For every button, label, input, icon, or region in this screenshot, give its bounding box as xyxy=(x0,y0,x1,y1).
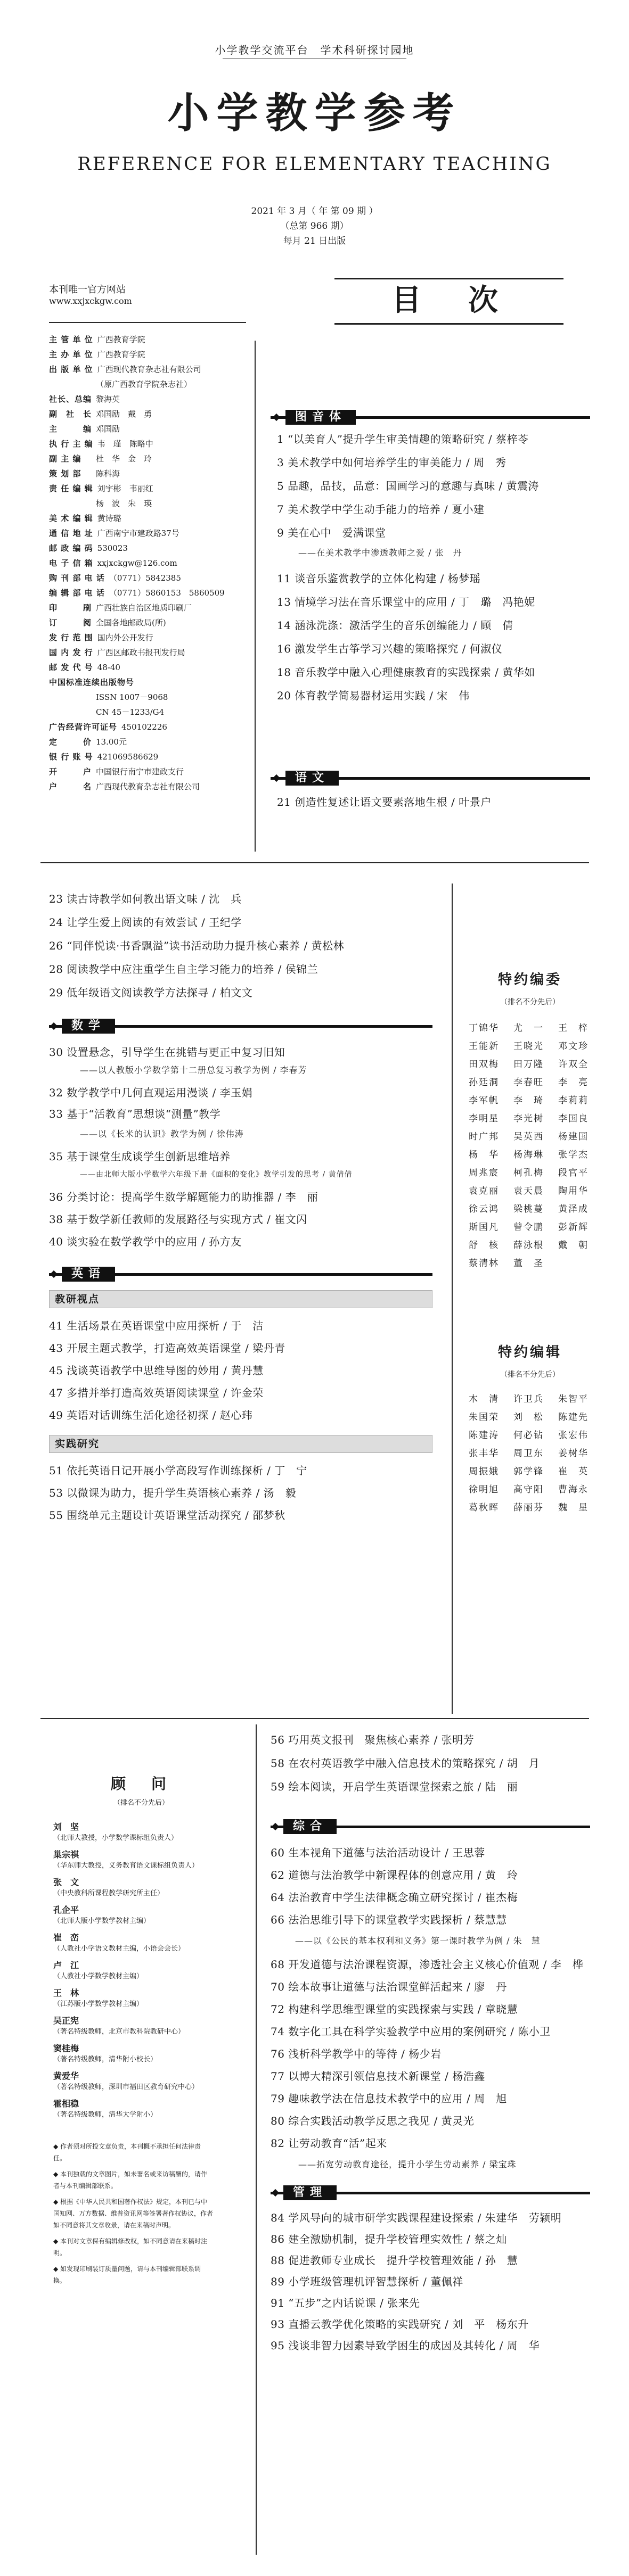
advisors-title: 顾 问 xyxy=(110,1775,171,1793)
masthead-key: 户 名 xyxy=(49,782,92,791)
name-row xyxy=(469,1092,629,1110)
masthead-value: 广西区邮政书报刊发行局 xyxy=(97,648,185,657)
masthead-row xyxy=(49,617,166,629)
masthead-key: 银 行 账 号 xyxy=(49,752,93,762)
name-row xyxy=(469,1481,603,1499)
toc-item[interactable]: 20 体育教学简易器材运用实践 / 宋 伟 xyxy=(277,689,470,702)
masthead-value: 广西教育学院 xyxy=(97,350,145,359)
masthead-value: （0771）5842385 xyxy=(109,573,181,583)
name-row xyxy=(469,1146,629,1164)
toc-item[interactable]: 79 趣味教学法在信息技术教学中的应用 / 周 旭 xyxy=(271,2092,507,2105)
section-math-label: 数学 xyxy=(62,1019,115,1034)
toc-item[interactable]: 72 构建科学思维型课堂的实践探索与实践 / 章晓慧 xyxy=(271,2003,518,2016)
editorial-note: ◆ 本刊独载的文章图片，如未署名或来访稿酬的，请作者与本刊编辑部联系。 xyxy=(53,2170,208,2190)
advisor-name: 吴正宪 xyxy=(53,2016,79,2026)
person-name: 黄泽成 xyxy=(558,1204,589,1215)
toc-item[interactable]: 23 读古诗教学如何教出语文味 / 沈 兵 xyxy=(49,893,242,905)
person-name: 周卫东 xyxy=(513,1448,544,1459)
person-name: 王 梓 xyxy=(558,1023,589,1034)
toc-item[interactable]: 33 基于“活教育”思想谈“测量”教学 xyxy=(49,1108,221,1120)
masthead-value: 530023 xyxy=(97,543,128,553)
person-name: 蔡清林 xyxy=(469,1258,499,1269)
masthead-row xyxy=(49,692,168,703)
masthead-top-rule xyxy=(49,322,246,323)
section-chinese-label: 语文 xyxy=(285,771,339,786)
person-name: 张学杰 xyxy=(558,1150,589,1160)
person-name: 周兆宸 xyxy=(469,1168,499,1178)
advisor-name: 孔企平 xyxy=(53,1905,79,1915)
person-name: 李 琦 xyxy=(513,1095,544,1106)
masthead-value: 广西壮族自治区地质印刷厂 xyxy=(96,603,192,613)
person-name: 丁锦华 xyxy=(469,1023,499,1034)
masthead-row xyxy=(49,752,158,763)
name-row xyxy=(469,1254,629,1273)
person-name: 尤 一 xyxy=(513,1023,544,1034)
advisor-name: 刘 坚 xyxy=(53,1822,79,1832)
masthead-value: （0771）5860153 5860509 xyxy=(109,588,225,598)
special-editors-title: 特约编辑 xyxy=(497,1344,562,1360)
person-name: 柯孔梅 xyxy=(513,1168,544,1178)
special-board-grid xyxy=(469,1019,629,1273)
masthead-key: 中国标准连续出版物号 xyxy=(49,678,135,687)
toc-item-subtitle: ——由北师大版小学数学六年级下册《面积的变化》教学引发的思考 / 黄倩倩 xyxy=(80,1170,353,1179)
advisor-desc: （北师大版小学数学教材主编） xyxy=(53,1917,151,1925)
advisor-name: 窦桂梅 xyxy=(53,2043,79,2053)
masthead-row xyxy=(49,334,145,345)
masthead-row xyxy=(49,558,177,569)
toc-item[interactable]: 53 以微课为助力，提升学生英语核心素养 / 汤 毅 xyxy=(49,1487,297,1499)
person-name: 崔 英 xyxy=(558,1466,589,1477)
masthead-key: 邮 政 编 码 xyxy=(49,543,93,553)
person-name: 郭学锋 xyxy=(513,1466,544,1477)
masthead-row xyxy=(49,483,153,494)
person-name: 梁桃蔓 xyxy=(513,1204,544,1215)
toc-item[interactable]: 32 数学教学中几何直观运用漫谈 / 李玉娟 xyxy=(49,1086,253,1099)
website-label: 本刊唯一官方网站 xyxy=(49,284,126,295)
person-name: 张丰华 xyxy=(469,1448,499,1459)
masthead-row xyxy=(49,498,152,509)
person-name: 周振娥 xyxy=(469,1466,499,1477)
person-name: 斯国凡 xyxy=(469,1222,499,1233)
person-name: 朱智平 xyxy=(558,1394,589,1405)
masthead-key: 编 辑 部 电 话 xyxy=(49,588,105,598)
person-name: 邓文珍 xyxy=(558,1041,589,1052)
masthead-key: 电 子 信 箱 xyxy=(49,558,93,568)
masthead-row xyxy=(49,722,167,733)
person-name: 陈建先 xyxy=(558,1412,589,1423)
journal-title-en: REFERENCE FOR ELEMENTARY TEACHING xyxy=(77,153,552,175)
person-name: 张宏伟 xyxy=(558,1430,589,1441)
editorial-note: ◆ 根据《中华人民共和国著作权法》规定，本刊已与中国知网、万方数据、维普资讯网等签署著作权协议，作者如不同意将其文章收录，请在来稿时声明。 xyxy=(53,2198,214,2229)
toc-title-box xyxy=(334,278,563,325)
toc-item-subtitle: ——以《公民的基本权利和义务》第一课时教学为例 / 朱 慧 xyxy=(277,1936,541,1946)
person-name: 薛丽芬 xyxy=(513,1502,544,1513)
masthead-key: 发 行 范 围 xyxy=(49,633,93,642)
masthead-key: 订 阅 xyxy=(49,618,92,628)
masthead-row xyxy=(49,766,184,778)
masthead-key: 策 划 部 xyxy=(49,469,81,478)
masthead-key: 主 编 xyxy=(49,424,92,434)
masthead-key: 主 管 单 位 xyxy=(49,335,93,344)
masthead-value: xxjxckgw@126.com xyxy=(97,558,177,568)
person-name: 徐云鸿 xyxy=(469,1204,499,1215)
advisors-sub: （排名不分先后） xyxy=(113,1799,169,1807)
person-name: 陶用华 xyxy=(558,1186,589,1196)
subsection-header: 教研视点 xyxy=(49,1290,432,1308)
masthead-value: 广西教育学院 xyxy=(97,335,145,344)
masthead-value: 13.00元 xyxy=(96,737,127,747)
person-name xyxy=(558,1254,603,1273)
name-row xyxy=(469,1200,629,1218)
masthead-key: 定 价 xyxy=(49,737,92,747)
person-name: 陈建涛 xyxy=(469,1430,499,1441)
toc-item[interactable]: 89 小学班级管理机评智慧探析 / 董佩祥 xyxy=(271,2275,463,2288)
advisor-name: 黄爱华 xyxy=(53,2071,79,2081)
name-row xyxy=(469,1390,603,1408)
toc-item[interactable]: 51 依托英语日记开展小学高段写作训练探析 / 丁 宁 xyxy=(49,1464,307,1477)
toc-item-subtitle: ——以《长米的认识》教学为例 / 徐伟涛 xyxy=(80,1129,244,1139)
person-name: 高守阳 xyxy=(513,1484,544,1495)
website-url[interactable]: www.xxjxckgw.com xyxy=(49,296,132,306)
editorial-note: ◆ 本刊对文章保有编辑修改权，如不同意请在来稿时注明。 xyxy=(53,2238,208,2257)
editorial-note: ◆ 如发现印刷装订质量问题，请与本刊编辑部联系调换。 xyxy=(53,2265,201,2284)
special-editors-grid xyxy=(469,1390,603,1517)
masthead-value: 广西现代教育杂志社有限公司 xyxy=(97,365,201,374)
journal-title: 小学教学参考 xyxy=(167,89,462,137)
person-name xyxy=(603,1254,629,1273)
masthead-key: 开 户 xyxy=(49,767,92,777)
toc-item[interactable]: 36 分类讨论：提高学生数学解题能力的助推器 / 李 丽 xyxy=(49,1191,318,1203)
person-name: 杨建国 xyxy=(558,1132,589,1142)
masthead-key: 副 社 长 xyxy=(49,409,92,419)
advisor-desc: （人教社小学语文教材主编，小语会会长） xyxy=(53,1945,185,1953)
toc-item[interactable]: 35 基于课堂生成谈学生创新思维培养 xyxy=(49,1150,231,1163)
toc-item[interactable]: 40 谈实验在数学教学中的应用 / 孙方友 xyxy=(49,1235,242,1248)
toc-item[interactable]: 60 生本视角下道德与法治活动设计 / 王思蓉 xyxy=(271,1846,485,1859)
issue-line-3: 每月 21 日出版 xyxy=(283,236,346,246)
masthead-row xyxy=(49,602,192,614)
masthead-row xyxy=(49,349,145,360)
toc-item[interactable]: 1 “以美育人”提升学生审美情趣的策略研究 / 蔡梓苓 xyxy=(277,433,529,445)
advisor-desc: （中央教科所课程教学研究所主任） xyxy=(53,1889,165,1897)
person-name: 舒 核 xyxy=(469,1240,499,1251)
section-tuwen-label: 图音体 xyxy=(285,410,356,425)
toc-item[interactable]: 58 在农村英语教学中融入信息技术的策略探究 / 胡 月 xyxy=(271,1757,540,1770)
person-name: 葛秋晖 xyxy=(469,1502,499,1513)
masthead-value: 48-40 xyxy=(97,663,120,672)
toc-item[interactable]: 74 数字化工具在科学实验教学中应用的案例研究 / 陈小卫 xyxy=(271,2025,551,2038)
special-board-sub: （排名不分先后） xyxy=(500,998,560,1006)
toc-item[interactable]: 80 综合实践活动教学反思之我见 / 黄灵光 xyxy=(271,2115,475,2127)
masthead-value: ISSN 1007－9068 xyxy=(96,692,168,702)
masthead-row xyxy=(49,573,181,584)
person-name: 木 清 xyxy=(469,1394,499,1405)
person-name: 李 亮 xyxy=(558,1077,589,1088)
toc-item[interactable]: 18 音乐教学中融入心理健康教育的实践探索 / 黄华如 xyxy=(277,666,535,679)
person-name: 李光树 xyxy=(513,1113,544,1124)
person-name: 杨海琳 xyxy=(513,1150,544,1160)
masthead-row xyxy=(49,424,120,435)
person-name: 刘 松 xyxy=(513,1412,544,1423)
toc-item-subtitle: ——在美术教学中渗透教师之爱 / 张 丹 xyxy=(298,548,462,558)
header-bottom-rule xyxy=(40,862,589,863)
advisor-desc: （华东师大教授，义务教育语文课标组负责人） xyxy=(53,1862,199,1870)
masthead-row xyxy=(49,781,200,792)
masthead-row xyxy=(49,439,153,450)
masthead-row xyxy=(49,737,127,748)
masthead-value: 陈科海 xyxy=(96,469,120,478)
person-name: 王晓光 xyxy=(513,1041,544,1052)
toc-item[interactable]: 43 开展主题式教学，打造高效英语课堂 / 梁丹青 xyxy=(49,1342,285,1355)
toc-item[interactable]: 29 低年级语文阅读教学方法探寻 / 柏文文 xyxy=(49,986,253,999)
toc-item[interactable]: 64 法治教育中学生法律概念确立研究探讨 / 崔杰梅 xyxy=(271,1891,518,1904)
toc-item[interactable]: 91 “五步”之内话说课 / 张来先 xyxy=(271,2297,420,2309)
tagline: 小学教学交流平台 学术科研探讨园地 xyxy=(215,44,414,56)
masthead-key: 邮 发 代 号 xyxy=(49,663,93,672)
masthead-row xyxy=(49,528,179,539)
toc-item[interactable]: 28 阅读教学中应注重学生自主学习能力的培养 / 侯锦兰 xyxy=(49,963,318,976)
masthead-key: 美 术 编 辑 xyxy=(49,514,93,523)
advisor-name: 王 林 xyxy=(53,1988,79,1998)
toc-item[interactable]: 21 创造性复述让语文要素落地生根 / 叶景户 xyxy=(277,796,492,808)
name-row xyxy=(469,1074,629,1092)
section-tuwen xyxy=(271,410,590,425)
toc-item[interactable]: 95 浅谈非智力因素导致学困生的成因及其转化 / 周 华 xyxy=(271,2339,540,2352)
masthead-row xyxy=(49,677,138,688)
masthead-value: 450102226 xyxy=(121,722,167,732)
masthead-row xyxy=(49,647,185,658)
masthead-key: 执 行 主 编 xyxy=(49,439,93,449)
masthead-row xyxy=(49,513,121,524)
toc-item[interactable]: 93 直播云教学优化策略的实践研究 / 刘 平 杨东升 xyxy=(271,2318,529,2331)
person-name: 朱国荣 xyxy=(469,1412,499,1423)
toc-item[interactable]: 26 “同伴悦读·书香飘溢”读书活动助力提升核心素养 / 黄松林 xyxy=(49,939,345,952)
advisor-desc: （江苏版小学数学教材主编） xyxy=(53,2000,144,2008)
toc-item[interactable]: 55 围绕单元主题设计英语课堂活动探究 / 邵梦秋 xyxy=(49,1509,285,1522)
advisor-desc: （著名特级教师，清华大学附小） xyxy=(53,2111,158,2119)
person-name: 田万隆 xyxy=(513,1059,544,1070)
column-divider xyxy=(255,341,256,852)
person-name: 魏 星 xyxy=(558,1502,589,1513)
masthead-row xyxy=(49,453,152,465)
person-name: 李国良 xyxy=(558,1113,589,1124)
masthead-key: 责 任 编 辑 xyxy=(49,484,93,493)
masthead-value: 黄诗璐 xyxy=(97,514,121,523)
masthead-value: 邓国励 戴 勇 xyxy=(96,409,152,419)
name-row xyxy=(469,1164,629,1182)
masthead-value: 杜 华 金 玲 xyxy=(96,454,152,464)
advisor-desc: （北师大教授，小学数学课标组负责人） xyxy=(53,1834,178,1842)
person-name: 田双梅 xyxy=(469,1059,499,1070)
name-row xyxy=(469,1408,603,1426)
name-row xyxy=(469,1499,603,1517)
mid-column-divider xyxy=(452,884,453,1714)
name-row xyxy=(469,1037,629,1055)
masthead-value: 国内外公开发行 xyxy=(97,633,153,642)
masthead-value: 421069586629 xyxy=(97,752,159,762)
person-name: 许双全 xyxy=(558,1059,589,1070)
masthead-value: 杨 波 朱 瑛 xyxy=(96,499,152,508)
person-name: 王能新 xyxy=(469,1041,499,1052)
toc-item[interactable]: 77 以博大精深引领信息技术新课堂 / 杨浩鑫 xyxy=(271,2070,485,2083)
name-row xyxy=(469,1182,629,1200)
toc-item[interactable]: 56 巧用英文报刊 聚焦核心素养 / 张明芳 xyxy=(271,1733,475,1746)
person-name: 李明星 xyxy=(469,1113,499,1124)
section-management-label: 管理 xyxy=(283,2185,337,2200)
toc-item[interactable]: 5 品趣，品技，品意：国画学习的意趣与真味 / 黄震涛 xyxy=(277,480,540,492)
person-name: 段官平 xyxy=(558,1168,589,1178)
masthead-key: 购 刊 部 电 话 xyxy=(49,573,105,583)
toc-item[interactable]: 84 学风导向的城市研学实践课程建设探索 / 朱建华 劳颖明 xyxy=(271,2211,562,2224)
subsection-header: 实践研究 xyxy=(49,1435,432,1453)
person-name: 吴英西 xyxy=(513,1132,544,1142)
toc-item[interactable]: 3 美术教学中如何培养学生的审美能力 / 周 秀 xyxy=(277,456,507,469)
toc-item[interactable]: 16 激发学生古筝学习兴趣的策略探究 / 何淑仪 xyxy=(277,642,503,655)
toc-item[interactable]: 70 绘本故事让道德与法治课堂鲜活起来 / 廖 丹 xyxy=(271,1980,507,1993)
masthead-value: 广西南宁市建政路37号 xyxy=(97,529,179,538)
masthead-key: 副 主 编 xyxy=(49,454,81,464)
toc-item[interactable]: 49 英语对话训练生活化途径初探 / 赵心玮 xyxy=(49,1409,253,1422)
masthead-value: 刘宇彬 韦丽红 xyxy=(97,484,153,493)
person-name: 彭新辉 xyxy=(558,1222,589,1233)
masthead-row xyxy=(49,588,225,599)
toc-item[interactable]: 7 美术教学中学生动手能力的培养 / 夏小建 xyxy=(277,503,485,516)
issue-line-2: （总第 966 期） xyxy=(280,221,349,232)
masthead-key: 广告经营许可证号 xyxy=(49,722,118,732)
toc-item[interactable]: 11 谈音乐鉴赏教学的立体化构建 / 杨梦瑶 xyxy=(277,572,481,585)
person-name: 李莉莉 xyxy=(558,1095,589,1106)
masthead-row xyxy=(49,409,152,420)
person-name: 杨 华 xyxy=(469,1150,499,1160)
masthead-key: 社长、总编 xyxy=(49,394,92,404)
toc-item[interactable]: 68 开发道德与法治课程资源，渗透社会主义核心价值观 / 李 桦 xyxy=(271,1958,584,1971)
toc-item[interactable]: 59 绘本阅读，开启学生英语课堂探索之旅 / 陆 丽 xyxy=(271,1780,518,1793)
section-general xyxy=(271,1819,590,1834)
advisor-name: 张 文 xyxy=(53,1877,79,1887)
masthead-row xyxy=(49,379,192,390)
toc-item[interactable]: 66 法治思维引导下的课堂教学实践探析 / 蔡慧慧 xyxy=(271,1913,507,1926)
name-row xyxy=(469,1055,629,1074)
masthead-row xyxy=(49,468,120,480)
name-row xyxy=(469,1444,603,1463)
person-name: 戴 朝 xyxy=(558,1240,589,1251)
section-math xyxy=(49,1019,432,1034)
section-chinese xyxy=(271,771,590,786)
section-english xyxy=(49,1267,432,1282)
person-name: 孙廷洞 xyxy=(469,1077,499,1088)
person-name: 李军帆 xyxy=(469,1095,499,1106)
toc-item[interactable]: 45 浅谈英语教学中思维导图的妙用 / 黄丹慧 xyxy=(49,1364,264,1377)
person-name: 曹海永 xyxy=(558,1484,589,1495)
special-board-title: 特约编委 xyxy=(497,972,562,988)
masthead-key: 国 内 发 行 xyxy=(49,648,93,657)
masthead-row xyxy=(49,364,201,375)
mid-bottom-rule xyxy=(40,1718,589,1719)
advisor-name: 崔 峦 xyxy=(53,1933,79,1943)
toc-item[interactable]: 30 设置悬念，引导学生在挑错与更正中复习旧知 xyxy=(49,1046,285,1059)
advisor-name: 卢 江 xyxy=(53,1960,79,1970)
section-english-label: 英语 xyxy=(62,1267,115,1282)
person-name: 曾令鹏 xyxy=(513,1222,544,1233)
person-name: 许卫兵 xyxy=(513,1394,544,1405)
masthead-value: 黎海英 xyxy=(96,394,120,404)
masthead-row xyxy=(49,707,164,718)
toc-title: 目 次 xyxy=(391,283,507,318)
masthead-key: 主 办 单 位 xyxy=(49,350,93,359)
advisor-desc: （人教社小学数学教材主编） xyxy=(53,1972,144,1980)
toc-item-subtitle: ——以人教版小学数学第十二册总复习教学为例 / 李春芳 xyxy=(80,1065,307,1075)
name-row xyxy=(469,1110,629,1128)
toc-item[interactable]: 86 建全激励机制，提升学校管理实效性 / 蔡之灿 xyxy=(271,2233,507,2245)
person-name: 李春旺 xyxy=(513,1077,544,1088)
masthead-value: 韦 瑾 陈略中 xyxy=(97,439,153,449)
person-name: 何必钻 xyxy=(513,1430,544,1441)
person-name: 时广邦 xyxy=(469,1132,499,1142)
masthead-row xyxy=(49,394,120,405)
toc-item[interactable]: 41 生活场景在英语课堂中应用探析 / 于 洁 xyxy=(49,1319,264,1332)
toc-item[interactable]: 76 浅析科学教学中的等待 / 杨少岩 xyxy=(271,2047,442,2060)
section-management xyxy=(271,2185,590,2200)
person-name: 姜树华 xyxy=(558,1448,589,1459)
toc-item[interactable]: 13 情境学习法在音乐课堂中的应用 / 丁 璐 冯艳妮 xyxy=(277,596,535,608)
advisor-name: 巢宗祺 xyxy=(53,1850,79,1860)
person-name: 薛泳根 xyxy=(513,1240,544,1251)
masthead-value: 中国银行南宁市建政支行 xyxy=(96,767,184,777)
toc-item[interactable]: 82 让劳动教育“活”起来 xyxy=(271,2137,387,2150)
bottom-column-divider xyxy=(256,1724,257,2555)
masthead-value: （原广西教育学院杂志社） xyxy=(96,379,192,389)
section-general-label: 综合 xyxy=(283,1819,337,1834)
person-name: 袁天晨 xyxy=(513,1186,544,1196)
toc-item[interactable]: 14 涵泳洗涤：激活学生的音乐创编能力 / 顾 倩 xyxy=(277,619,513,632)
person-name: 董 圣 xyxy=(513,1258,544,1269)
name-row xyxy=(469,1019,629,1037)
name-row xyxy=(469,1128,629,1146)
toc-item[interactable]: 88 促进教师专业成长 提升学校管理效能 / 孙 慧 xyxy=(271,2254,518,2267)
name-row xyxy=(469,1236,629,1254)
masthead-value: 广西现代教育杂志社有限公司 xyxy=(96,782,200,791)
name-row xyxy=(469,1426,603,1444)
toc-item-subtitle: ——拓宽劳动教育途径，提升小学生劳动素养 / 梁宝珠 xyxy=(298,2159,517,2169)
advisor-name: 霍相稳 xyxy=(53,2099,79,2109)
masthead-row xyxy=(49,543,128,554)
masthead-key: 出 版 单 位 xyxy=(49,365,93,374)
person-name: 徐明旭 xyxy=(469,1484,499,1495)
issue-line-1: 2021 年 3 月（ 年 第 09 期 ） xyxy=(251,206,378,217)
toc-item[interactable]: 9 美在心中 爱满课堂 xyxy=(277,526,386,539)
name-row xyxy=(469,1463,603,1481)
toc-item[interactable]: 24 让学生爱上阅读的有效尝试 / 王纪学 xyxy=(49,916,242,929)
advisor-desc: （著名特级教师，清华附小校长） xyxy=(53,2055,158,2063)
advisor-desc: （著名特级教师，北京市教科院教研中心） xyxy=(53,2028,185,2036)
special-editors-sub: （排名不分先后） xyxy=(500,1370,560,1379)
masthead-value: 全国各地邮政局(所) xyxy=(96,618,166,628)
toc-item[interactable]: 62 道德与法治教学中新课程体的创意应用 / 黄 玲 xyxy=(271,1869,518,1881)
masthead-key: 通 信 地 址 xyxy=(49,529,93,538)
toc-item[interactable]: 47 多措并举打造高效英语阅读课堂 / 许金荣 xyxy=(49,1386,264,1399)
name-row xyxy=(469,1218,629,1236)
editorial-note: ◆ 作者须对所投文章负责，本刊概不承担任何法律责任。 xyxy=(53,2143,201,2162)
masthead-row xyxy=(49,662,120,673)
masthead-key: 印 刷 xyxy=(49,603,92,613)
advisor-desc: （著名特级教师，深圳市福田区教育研究中心） xyxy=(53,2083,199,2091)
toc-item[interactable]: 38 基于数学新任教师的发展路径与实现方式 / 崔文闪 xyxy=(49,1213,307,1226)
person-name: 袁克丽 xyxy=(469,1186,499,1196)
masthead-value: 邓国励 xyxy=(96,424,120,434)
masthead-value: CN 45－1233/G4 xyxy=(96,707,165,717)
masthead-row xyxy=(49,632,153,643)
